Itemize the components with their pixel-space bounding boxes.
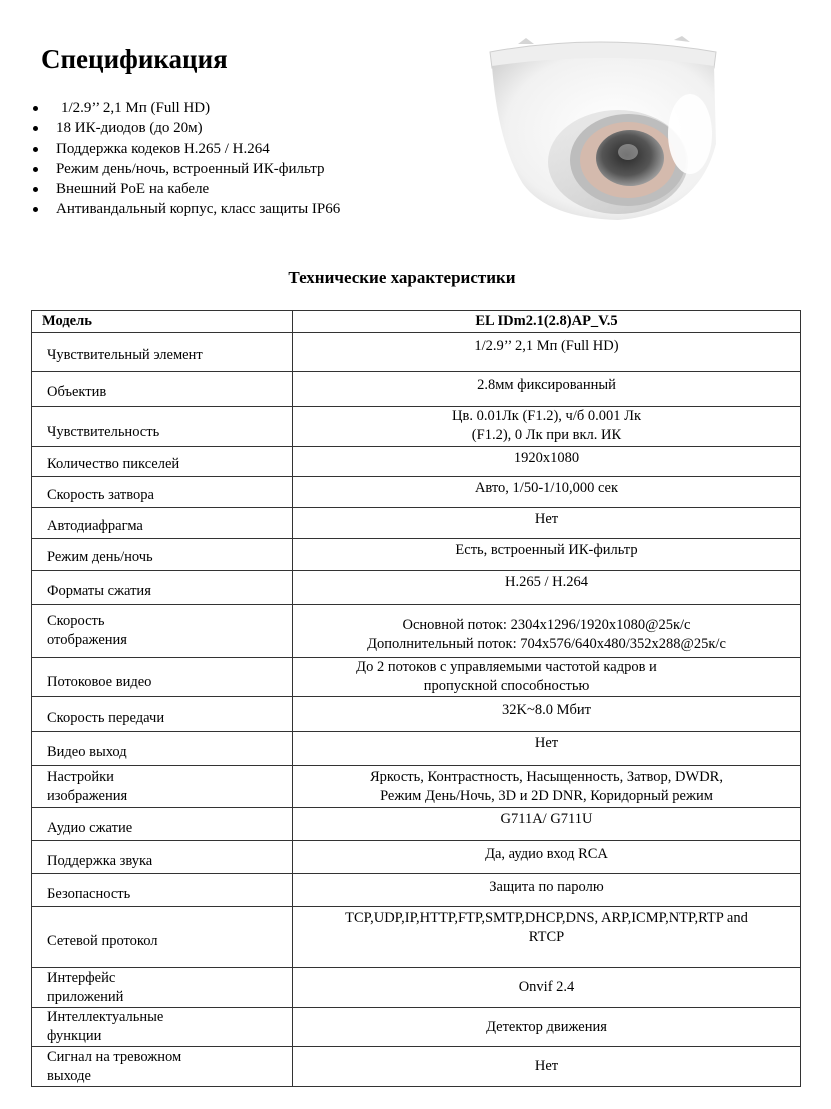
table-row [32,539,801,571]
table-row [32,968,801,1008]
list-item: Поддержка кодеков H.265 / H.264 [30,139,340,159]
row-value: G711A/ G711U [293,808,801,841]
table-row [32,874,801,907]
row-label: Скорость передачи [32,697,293,732]
table-header-row [32,311,801,333]
row-label: Безопасность [32,874,293,907]
row-label: Настройки изображения [32,766,293,808]
table-row [32,407,801,447]
row-label: Режим день/ночь [32,539,293,571]
row-label: Сигнал на тревожном выходе [32,1047,293,1087]
row-value: 1920x1080 [293,447,801,477]
list-item: Внешний PoE на кабеле [30,179,340,199]
row-label: Автодиафрагма [32,508,293,539]
row-value: Нет [293,508,801,539]
row-label: Интеллектуальные функции [32,1008,293,1047]
bullet-icon [33,126,38,131]
row-value: 32K~8.0 Мбит [293,697,801,732]
row-value: До 2 потоков с управляемыми частотой кадров и пропускной способностью [293,658,801,697]
table-row [32,1008,801,1047]
bullet-icon [33,167,38,172]
row-value: 2.8мм фиксированный [293,372,801,407]
row-value: Да, аудио вход RCA [293,841,801,874]
bullet-icon [33,207,38,212]
list-item: 1/2.9’’ 2,1 Мп (Full HD) [30,98,340,118]
header-value: EL IDm2.1(2.8)AP_V.5 [293,311,801,333]
row-label: Видео выход [32,732,293,766]
specs-heading: Технические характеристики [288,268,516,287]
table-row [32,732,801,766]
table-row [32,571,801,605]
header-label: Модель [32,311,293,333]
bullet-icon [33,106,38,111]
table-row [32,766,801,808]
row-value: Нет [293,732,801,766]
row-value: Защита по паролю [293,874,801,907]
table-row [32,477,801,508]
row-label: Количество пикселей [32,447,293,477]
row-value: 1/2.9’’ 2,1 Мп (Full HD) [293,333,801,372]
table-row [32,841,801,874]
dome-camera-image [478,34,728,224]
table-row [32,333,801,372]
row-label: Форматы сжатия [32,571,293,605]
row-value: Основной поток: 2304x1296/1920x1080@25к/с Дополнительный поток: 704x576/640x480/352x288@25к/с [293,605,801,658]
row-value: Цв. 0.01Лк (F1.2), ч/б 0.001 Лк (F1.2), 0 Лк при вкл. ИК [293,407,801,447]
table-row [32,697,801,732]
row-value: Яркость, Контрастность, Насыщенность, Затвор, DWDR, Режим День/Ночь, 3D и 2D DNR, Коридорный режим [293,766,801,808]
bullet-icon [33,187,38,192]
row-label: Скорость затвора [32,477,293,508]
row-label: Поддержка звука [32,841,293,874]
table-row [32,372,801,407]
list-item: Режим день/ночь, встроенный ИК-фильтр [30,159,340,179]
row-label: Аудио сжатие [32,808,293,841]
row-label: Скорость отображения [32,605,293,658]
row-label: Интерфейс приложений [32,968,293,1008]
row-label: Потоковое видео [32,658,293,697]
row-label: Объектив [32,372,293,407]
table-row [32,447,801,477]
table-row [32,1047,801,1087]
table-row [32,907,801,968]
row-label: Сетевой протокол [32,907,293,968]
list-item: Антивандальный корпус, класс защиты IP66 [30,199,340,219]
row-value: Нет [293,1047,801,1087]
row-label: Чувствительный элемент [32,333,293,372]
feature-list [30,98,340,220]
row-value: Есть, встроенный ИК-фильтр [293,539,801,571]
page-title: Спецификация [41,44,228,74]
list-item: 18 ИК-диодов (до 20м) [30,118,340,138]
row-value: H.265 / H.264 [293,571,801,605]
bullet-icon [33,147,38,152]
table-row [32,808,801,841]
table-row [32,658,801,697]
spec-table [31,310,801,1087]
row-value: Детектор движения [293,1008,801,1047]
table-row [32,508,801,539]
row-value: Авто, 1/50-1/10,000 сек [293,477,801,508]
row-value: TCP,UDP,IP,HTTP,FTP,SMTP,DHCP,DNS, ARP,ICMP,NTP,RTP and RTCP [293,907,801,968]
table-row [32,605,801,658]
row-label: Чувствительность [32,407,293,447]
row-value: Onvif 2.4 [293,968,801,1008]
